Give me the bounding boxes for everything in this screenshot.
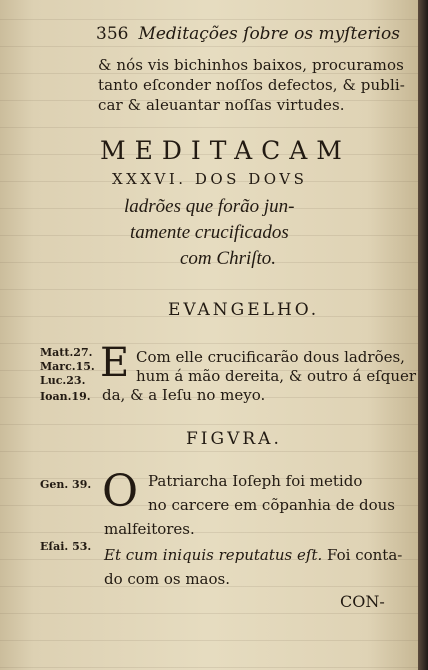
latin-quote: Et cum iniquis reputatus eſt. — [104, 546, 323, 564]
figura-line: no carcere em cõpanhia de dous — [148, 496, 395, 514]
drop-cap: O — [102, 466, 139, 517]
gospel-line: da, & a Ieſu no meyo. — [102, 386, 266, 404]
figura-line: do com os maos. — [104, 570, 230, 588]
drop-cap: E — [100, 340, 130, 386]
margin-reference: Luc.23. — [40, 374, 86, 387]
margin-reference: Ioan.19. — [40, 390, 91, 403]
figura-heading: FIGVRA. — [186, 429, 282, 449]
figura-latin-line — [104, 546, 402, 564]
margin-reference: Gen. 39. — [40, 478, 92, 491]
meditation-subtitle: XXXVI. DOS DOVS — [112, 170, 308, 188]
margin-reference: Eſai. 53. — [40, 540, 92, 553]
meditation-line: ladrões que forão jun- — [124, 196, 295, 217]
meditation-title: MEDITACAM — [100, 136, 351, 165]
running-title: Meditações ſobre os myſterios — [138, 24, 400, 44]
meditation-line: tamente crucificados — [130, 222, 289, 243]
page-number: 356 — [96, 24, 129, 44]
evangelho-heading: EVANGELHO. — [168, 300, 320, 320]
margin-reference: Matt.27. — [40, 346, 93, 359]
figura-line: malfeitores. — [104, 520, 195, 538]
running-head — [96, 24, 400, 44]
meditation-line: com Chriſto. — [180, 248, 277, 269]
binding-edge — [418, 0, 428, 670]
gospel-line: Com elle crucificarão dous ladrões, — [136, 348, 405, 366]
intro-line: & nós vis bichinhos baixos, procuramos — [98, 56, 404, 74]
catchword: CON- — [340, 592, 385, 611]
gospel-line: hum á mão dereita, & outro á eſquer — [136, 367, 417, 385]
latin-tail: Foi conta- — [327, 546, 403, 564]
figura-line: Patriarcha Ioſeph foi metido — [148, 472, 363, 490]
intro-line: tanto eſconder noſſos defectos, & publi- — [98, 76, 405, 94]
margin-reference: Marc.15. — [40, 360, 95, 373]
intro-line: car & aleuantar noſſas virtudes. — [98, 96, 345, 114]
